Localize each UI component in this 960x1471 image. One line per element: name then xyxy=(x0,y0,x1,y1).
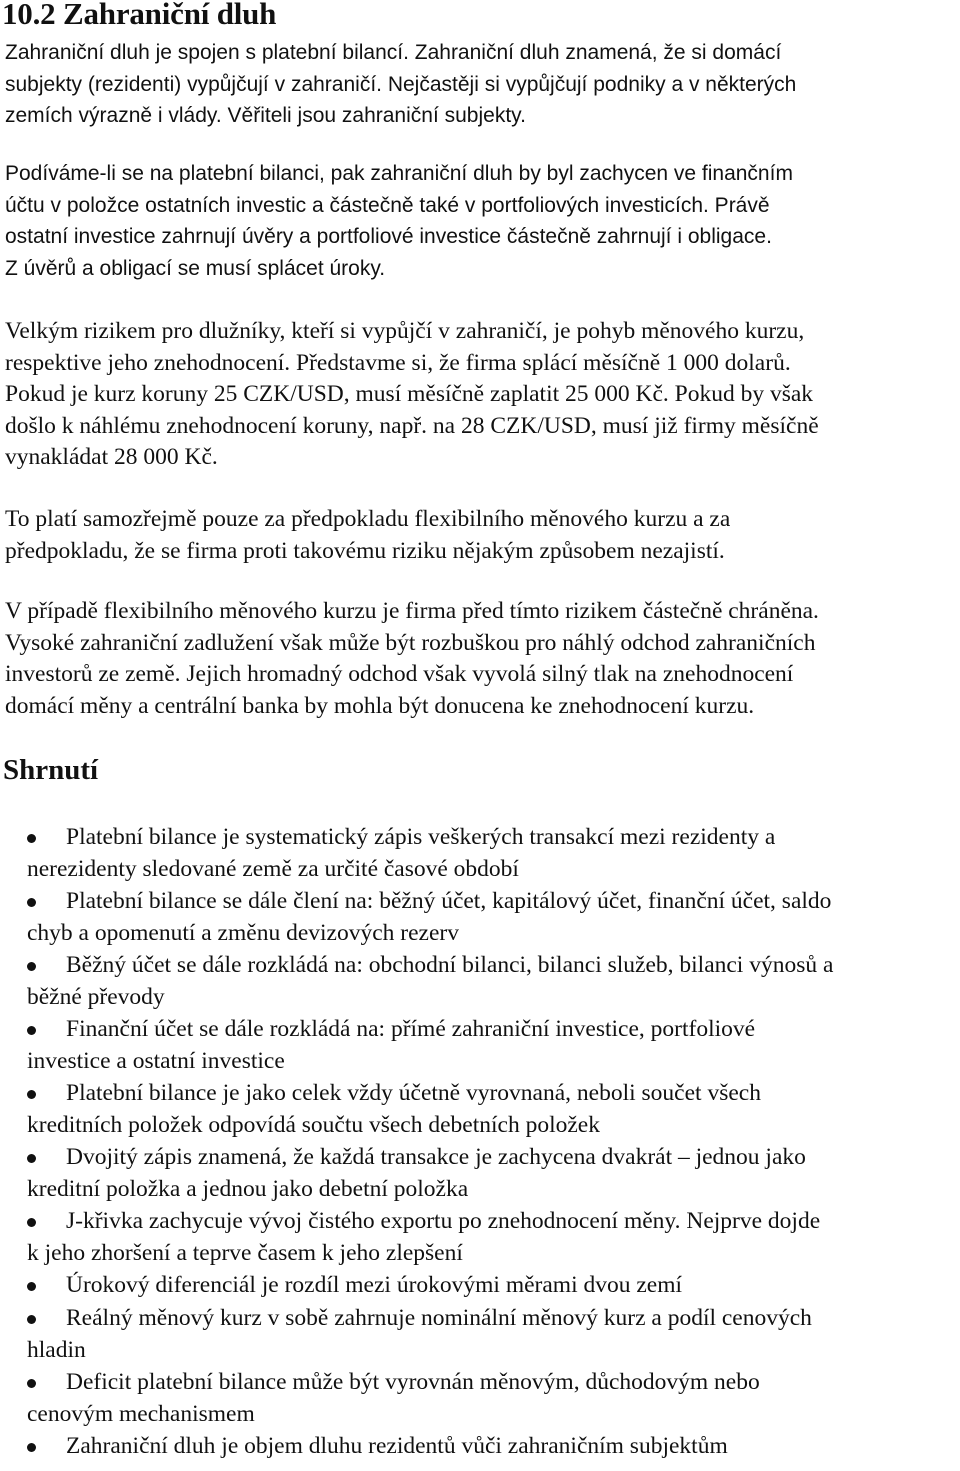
summary-item xyxy=(27,1206,960,1269)
bullet-icon xyxy=(27,834,36,843)
summary-item-text: Platební bilance se dále člení na: běžný účet, kapitálový účet, finanční účet, saldo chyb a opomenutí a změnu devizových rezerv xyxy=(27,888,832,946)
summary-item-text: Deficit platební bilance může být vyrovnán měnovým, důchodovým nebo cenovým mechanismem xyxy=(27,1369,760,1427)
bullet-icon xyxy=(27,898,36,907)
bullet-icon xyxy=(27,962,36,971)
summary-item-text: Dvojitý zápis znamená, že každá transakce je zachycena dvakrát – jednou jako kreditní položka a jednou jako debetní položka xyxy=(27,1144,806,1202)
paragraph-investor-outflow: V případě flexibilního měnového kurzu je firma před tímto rizikem částečně chráněna. Vysoké zahraniční zadlužení však může být rozbuškou pro náhlý odchod zahraničních investorů ze země. Jejich hromadný odchod však vyvolá silný tlak na znehodnocení domácí měny a centrální banka by mohla být donucena ke znehodnocení kurzu. xyxy=(5,598,819,719)
summary-item xyxy=(27,1303,960,1366)
paragraph-flexible-rate-assumption: To platí samozřejmě pouze za předpokladu flexibilního měnového kurzu a za předpokladu, že se firma proti takovému riziku nějakým způsobem nezajistí. xyxy=(5,506,731,564)
bullet-icon xyxy=(27,1090,36,1099)
summary-heading: Shrnutí xyxy=(3,754,99,786)
bullet-icon xyxy=(27,1282,36,1291)
summary-item-text: Reálný měnový kurz v sobě zahrnuje nominální měnový kurz a podíl cenových hladin xyxy=(27,1305,812,1363)
summary-item xyxy=(27,822,960,885)
bullet-icon xyxy=(27,1379,36,1388)
summary-item-text: Zahraniční dluh je objem dluhu rezidentů vůči zahraničním subjektům xyxy=(66,1433,728,1459)
summary-item xyxy=(27,1270,960,1302)
summary-item xyxy=(27,1014,960,1077)
section-title: 10.2 Zahraniční dluh xyxy=(2,0,277,31)
paragraph-exchange-rate-risk: Velkým rizikem pro dlužníky, kteří si vypůjčí v zahraničí, je pohyb měnového kurzu, respektive jeho znehodnocení. Představme si, že firma splácí měsíčně 1 000 dolarů. Pokud je kurz koruny 25 CZK/USD, musí měsíčně zaplatit 25 000 Kč. Pokud by však došlo k náhlému znehodnocení koruny, např. na 28 CZK/USD, musí již firmy měsíčně vynakládat 28 000 Kč. xyxy=(5,318,819,470)
paragraph-balance-of-payments: Podíváme-li se na platební bilanci, pak zahraniční dluh by byl zachycen ve finančním účtu v položce ostatních investic a částečně také v portfoliových investicích. Právě ostatní investice zahrnují úvěry a portfoliové investice částečně zahrnují i obligace. Z úvěrů a obligací se musí splácet úroky. xyxy=(5,162,793,280)
summary-item-text: Platební bilance je systematický zápis veškerých transakcí mezi rezidenty a nerezidenty sledované země za určité časové období xyxy=(27,824,776,882)
summary-item xyxy=(27,1078,960,1141)
summary-item xyxy=(27,1367,960,1430)
bullet-icon xyxy=(27,1218,36,1227)
summary-item-text: Platební bilance je jako celek vždy účetně vyrovnaná, neboli součet všech kreditních položek odpovídá součtu všech debetních položek xyxy=(27,1080,761,1138)
bullet-icon xyxy=(27,1443,36,1452)
summary-item xyxy=(27,886,960,949)
bullet-icon xyxy=(27,1026,36,1035)
summary-item xyxy=(27,950,960,1013)
summary-item-text: Běžný účet se dále rozkládá na: obchodní bilanci, bilanci služeb, bilanci výnosů a běžné převody xyxy=(27,952,834,1010)
summary-item xyxy=(27,1431,960,1463)
bullet-icon xyxy=(27,1154,36,1163)
summary-item xyxy=(27,1142,960,1205)
summary-list xyxy=(27,822,960,1464)
summary-item-text: J-křivka zachycuje vývoj čistého exportu po znehodnocení měny. Nejprve dojde k jeho zhoršení a teprve časem k jeho zlepšení xyxy=(27,1208,821,1266)
paragraph-foreign-debt-intro: Zahraniční dluh je spojen s platební bilancí. Zahraniční dluh znamená, že si domácí subjekty (rezidenti) vypůjčují v zahraničí. Nejčastěji si vypůjčují podniky a v některých zemích výrazně i vlády. Věřiteli jsou zahraniční subjekty. xyxy=(5,41,797,127)
summary-item-text: Úrokový diferenciál je rozdíl mezi úrokovými měrami dvou zemí xyxy=(66,1272,683,1298)
bullet-icon xyxy=(27,1315,36,1324)
summary-item-text: Finanční účet se dále rozkládá na: přímé zahraniční investice, portfoliové investice a ostatní investice xyxy=(27,1016,756,1074)
